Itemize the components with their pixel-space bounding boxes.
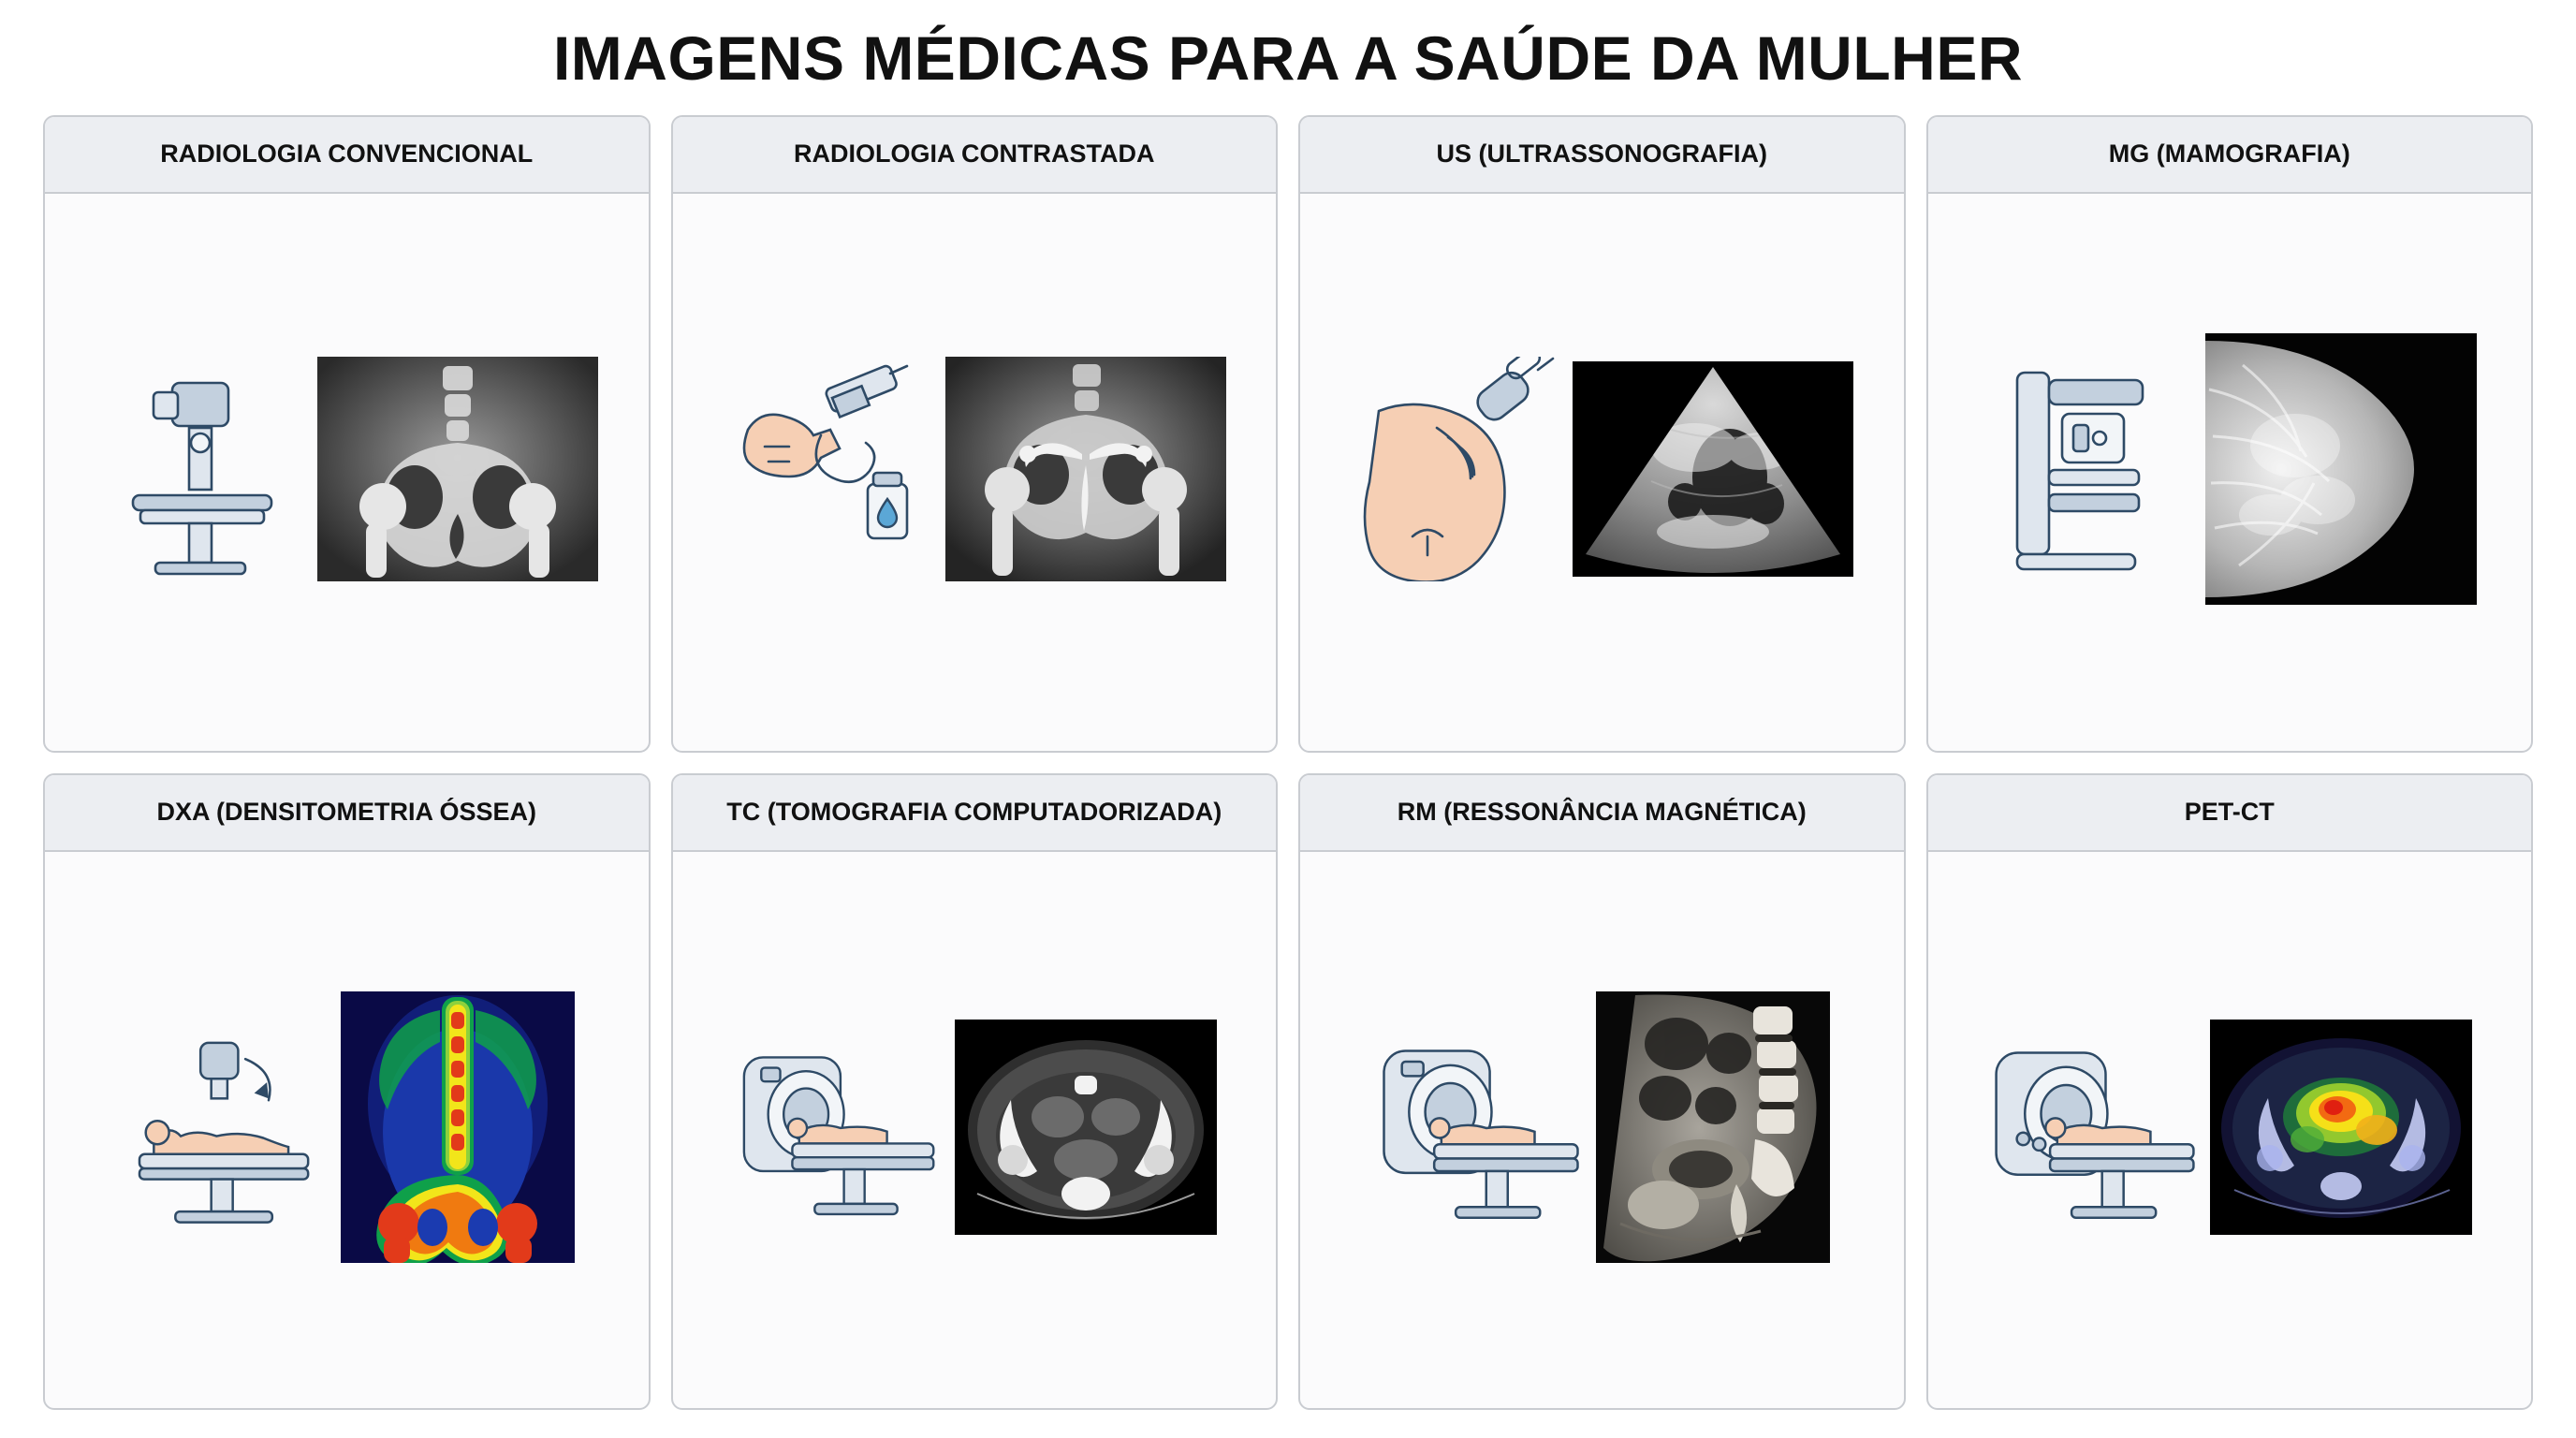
ultrasound-probe-abdomen-icon (1350, 352, 1565, 586)
card-body (1928, 194, 2532, 750)
page-title: IMAGENS MÉDICAS PARA A SAÚDE DA MULHER (552, 23, 2024, 93)
ct-pelvis-axial-image (955, 1020, 1217, 1235)
card-ultrassonografia[interactable] (1298, 115, 1906, 752)
syringe-contrast-icon (723, 352, 938, 586)
mri-pelvis-sagittal-image (1596, 991, 1830, 1263)
ct-scanner-icon (732, 1010, 947, 1244)
mri-scanner-icon (1373, 1010, 1588, 1244)
card-body (1300, 852, 1904, 1408)
card-mamografia[interactable] (1926, 115, 2534, 752)
pet-ct-scanner-icon (1987, 1010, 2203, 1244)
mammography-unit-icon (1983, 352, 2198, 586)
bone-density-color-scan-image (341, 991, 575, 1263)
x-ray-machine-icon (95, 352, 310, 586)
hysterosalpingography-image (945, 357, 1226, 581)
card-densitometria-ossea[interactable] (43, 773, 651, 1410)
card-title: MG (MAMOGRAFIA) (1928, 117, 2532, 194)
card-radiologia-contrastada[interactable] (671, 115, 1279, 752)
mammogram-image (2205, 333, 2477, 605)
card-title: RADIOLOGIA CONVENCIONAL (45, 117, 649, 194)
dxa-scanner-table-icon (118, 1010, 333, 1244)
card-title: US (ULTRASSONOGRAFIA) (1300, 117, 1904, 194)
card-ressonancia-magnetica[interactable] (1298, 773, 1906, 1410)
card-title: DXA (DENSITOMETRIA ÓSSEA) (45, 775, 649, 852)
card-title: RM (RESSONÂNCIA MAGNÉTICA) (1300, 775, 1904, 852)
card-tomografia-computadorizada[interactable] (671, 773, 1279, 1410)
card-body (673, 194, 1277, 750)
card-body (1300, 194, 1904, 750)
card-body (45, 852, 649, 1408)
card-title: PET-CT (1928, 775, 2532, 852)
card-pet-ct[interactable] (1926, 773, 2534, 1410)
card-body (45, 194, 649, 750)
card-body (673, 852, 1277, 1408)
ultrasound-scan-image (1573, 361, 1853, 577)
card-radiologia-convencional[interactable] (43, 115, 651, 752)
pelvis-xray-image (317, 357, 598, 581)
modality-grid (43, 115, 2533, 1410)
card-title: RADIOLOGIA CONTRASTADA (673, 117, 1277, 194)
pet-ct-fusion-image (2210, 1020, 2472, 1235)
card-body (1928, 852, 2532, 1408)
card-title: TC (TOMOGRAFIA COMPUTADORIZADA) (673, 775, 1277, 852)
